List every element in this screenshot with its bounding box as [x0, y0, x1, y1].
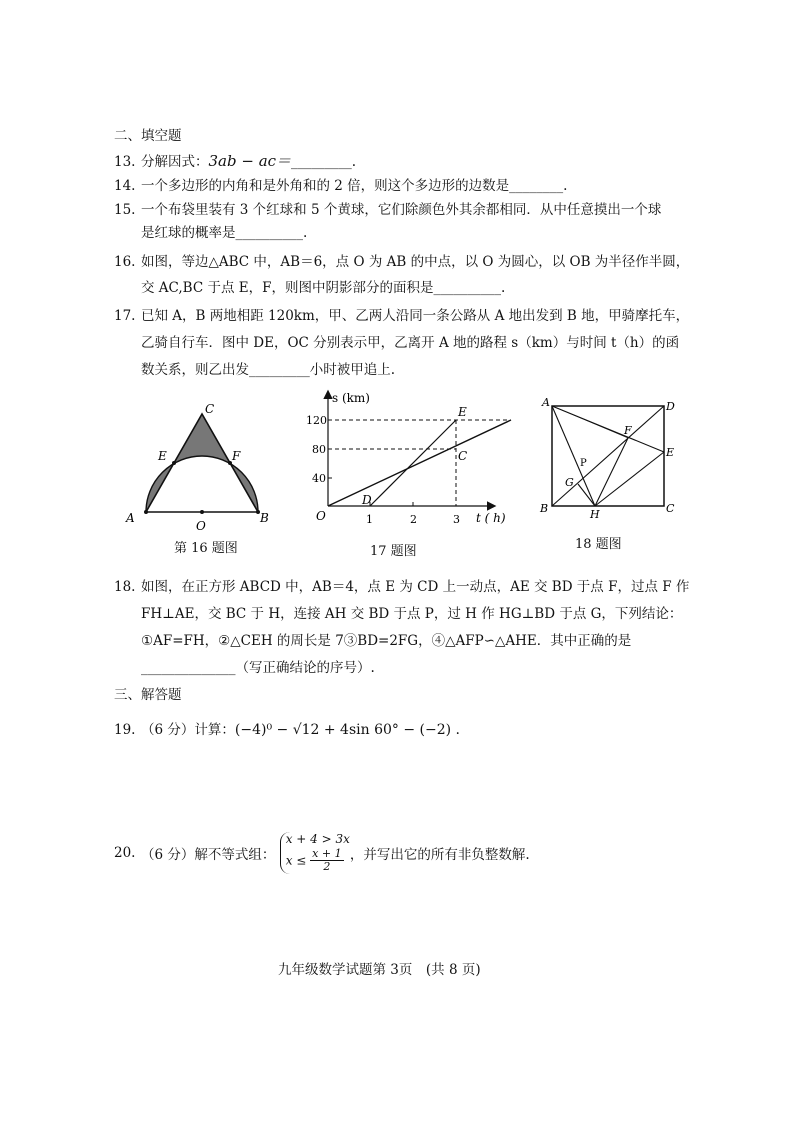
label-g: G — [565, 476, 574, 489]
page-footer: 九年级数学试题第 3页 (共 8 页) — [278, 962, 481, 978]
label-d: D — [666, 400, 675, 413]
q15-line1: 一个布袋里装有 3 个红球和 5 个黄球，它们除颜色外其余都相同．从中任意摸出一个球 — [141, 202, 662, 218]
xtick-label-3: 3 — [453, 513, 460, 526]
label-f: F — [624, 424, 632, 437]
label-e: E — [158, 449, 167, 463]
figure-17-caption: 17 题图 — [370, 544, 417, 559]
question-18 — [114, 575, 689, 595]
answer-blank[interactable]: _________ — [291, 154, 352, 170]
line-oc — [328, 420, 511, 506]
question-20 — [114, 832, 530, 874]
q13-end: . — [351, 154, 357, 170]
q18-line4: ______________（写正确结论的序号）. — [141, 660, 375, 676]
q17-line1: 已知 A，B 两地相距 120km，甲、乙两人沿同一条公路从 A 地出发到 B 地，甲骑摩托车， — [141, 308, 690, 324]
ineq2-left: x ≤ — [285, 853, 307, 868]
q18-line3: ①AF=FH，②△CEH 的周长是 7③BD=2FG，④△AFP∽△AHE．其中正确的是 — [141, 633, 632, 649]
question-number: 20. — [114, 844, 136, 861]
point-e — [172, 461, 176, 465]
label-b: B — [260, 511, 269, 525]
q17-line3: 数关系，则乙出发_________小时被甲追上. — [141, 362, 396, 378]
figure-18-caption: 18 题图 — [575, 537, 622, 552]
label-e: E — [666, 446, 675, 459]
label-e: E — [458, 405, 467, 419]
inequality-2 — [286, 848, 350, 874]
q19-prefix: （6 分）计算： — [141, 722, 235, 738]
x-axis-label: t ( h) — [476, 511, 506, 525]
figure-16-caption: 第 16 题图 — [174, 541, 238, 556]
question-19 — [114, 718, 460, 738]
q19-expression: (−4)⁰ − √12 + 4sin 60° − (−2) . — [234, 722, 461, 738]
denominator: 2 — [323, 860, 331, 874]
q17-line2: 乙骑自行车．图中 DE，OC 分别表示甲，乙离开 A 地的路程 s（km）与时间 t（h）的函 — [141, 335, 680, 351]
q14-text: 一个多边形的内角和是外角和的 2 倍，则这个多边形的边数是________. — [141, 178, 568, 194]
label-c: C — [666, 502, 675, 515]
label-o: O — [196, 519, 206, 533]
question-number: 15. — [114, 202, 136, 218]
q20-prefix: （6 分）解不等式组： — [141, 846, 276, 863]
ytick-label-120: 120 — [306, 414, 327, 427]
fraction — [310, 848, 343, 874]
label-a: A — [126, 511, 135, 525]
question-number: 19. — [114, 722, 136, 738]
question-number: 13. — [114, 154, 136, 170]
q15-line2: 是红球的概率是__________. — [141, 225, 308, 241]
figure-17 — [306, 388, 516, 538]
label-a: A — [542, 396, 550, 409]
point-o — [200, 510, 204, 514]
q13-expression: 3ab − ac＝ — [208, 152, 292, 170]
inequality-1: x + 4 > 3x — [285, 832, 350, 846]
section-heading-solve: 三、解答题 — [114, 687, 182, 703]
xtick-label-1: 1 — [366, 513, 373, 526]
question-16 — [114, 250, 689, 270]
label-p: P — [580, 458, 587, 469]
q16-line1: 如图，等边△ABC 中，AB＝6，点 O 为 AB 的中点，以 O 为圆心，以 OB 为半径作半圆， — [141, 254, 690, 270]
numerator: x + 1 — [312, 846, 342, 860]
label-b: B — [540, 502, 549, 515]
label-f: F — [232, 449, 241, 463]
q18-line1: 如图，在正方形 ABCD 中，AB＝4，点 E 为 CD 上一动点，AE 交 BD 于点 F，过点 F 作 — [141, 579, 690, 595]
figure-16 — [120, 398, 280, 538]
point-a — [144, 510, 148, 514]
label-c: C — [205, 402, 215, 416]
y-axis-label: s (km) — [332, 391, 370, 405]
label-c: C — [458, 449, 468, 463]
label-origin: O — [316, 509, 326, 523]
label-h: H — [590, 508, 600, 518]
question-15 — [114, 198, 661, 218]
xtick-label-2: 2 — [410, 513, 417, 526]
segment-he — [595, 452, 664, 506]
q13-prefix: 分解因式： — [141, 154, 209, 170]
question-17 — [114, 304, 689, 324]
inequality-system — [280, 832, 350, 874]
line-de — [370, 420, 456, 506]
ytick-label-80: 80 — [312, 443, 326, 456]
q20-suffix: ，并写出它的所有非负整数解. — [349, 846, 530, 863]
label-d: D — [362, 493, 372, 507]
question-number: 16. — [114, 254, 136, 270]
question-number: 18. — [114, 579, 136, 595]
q16-line2: 交 AC,BC 于点 E，F，则图中阴影部分的面积是__________. — [141, 280, 506, 296]
segment-fh — [595, 438, 628, 506]
ytick-label-40: 40 — [312, 472, 326, 485]
question-14 — [114, 174, 567, 194]
figure-18 — [538, 394, 684, 518]
diagonal-bd — [552, 406, 664, 506]
question-13 — [114, 150, 356, 171]
question-number: 17. — [114, 308, 136, 324]
section-heading-fill-in: 二、填空题 — [114, 128, 182, 144]
question-number: 14. — [114, 178, 136, 194]
q18-line2: FH⊥AE，交 BC 于 H，连接 AH 交 BD 于点 P，过 H 作 HG⊥BD 于点 G，下列结论： — [141, 606, 683, 622]
